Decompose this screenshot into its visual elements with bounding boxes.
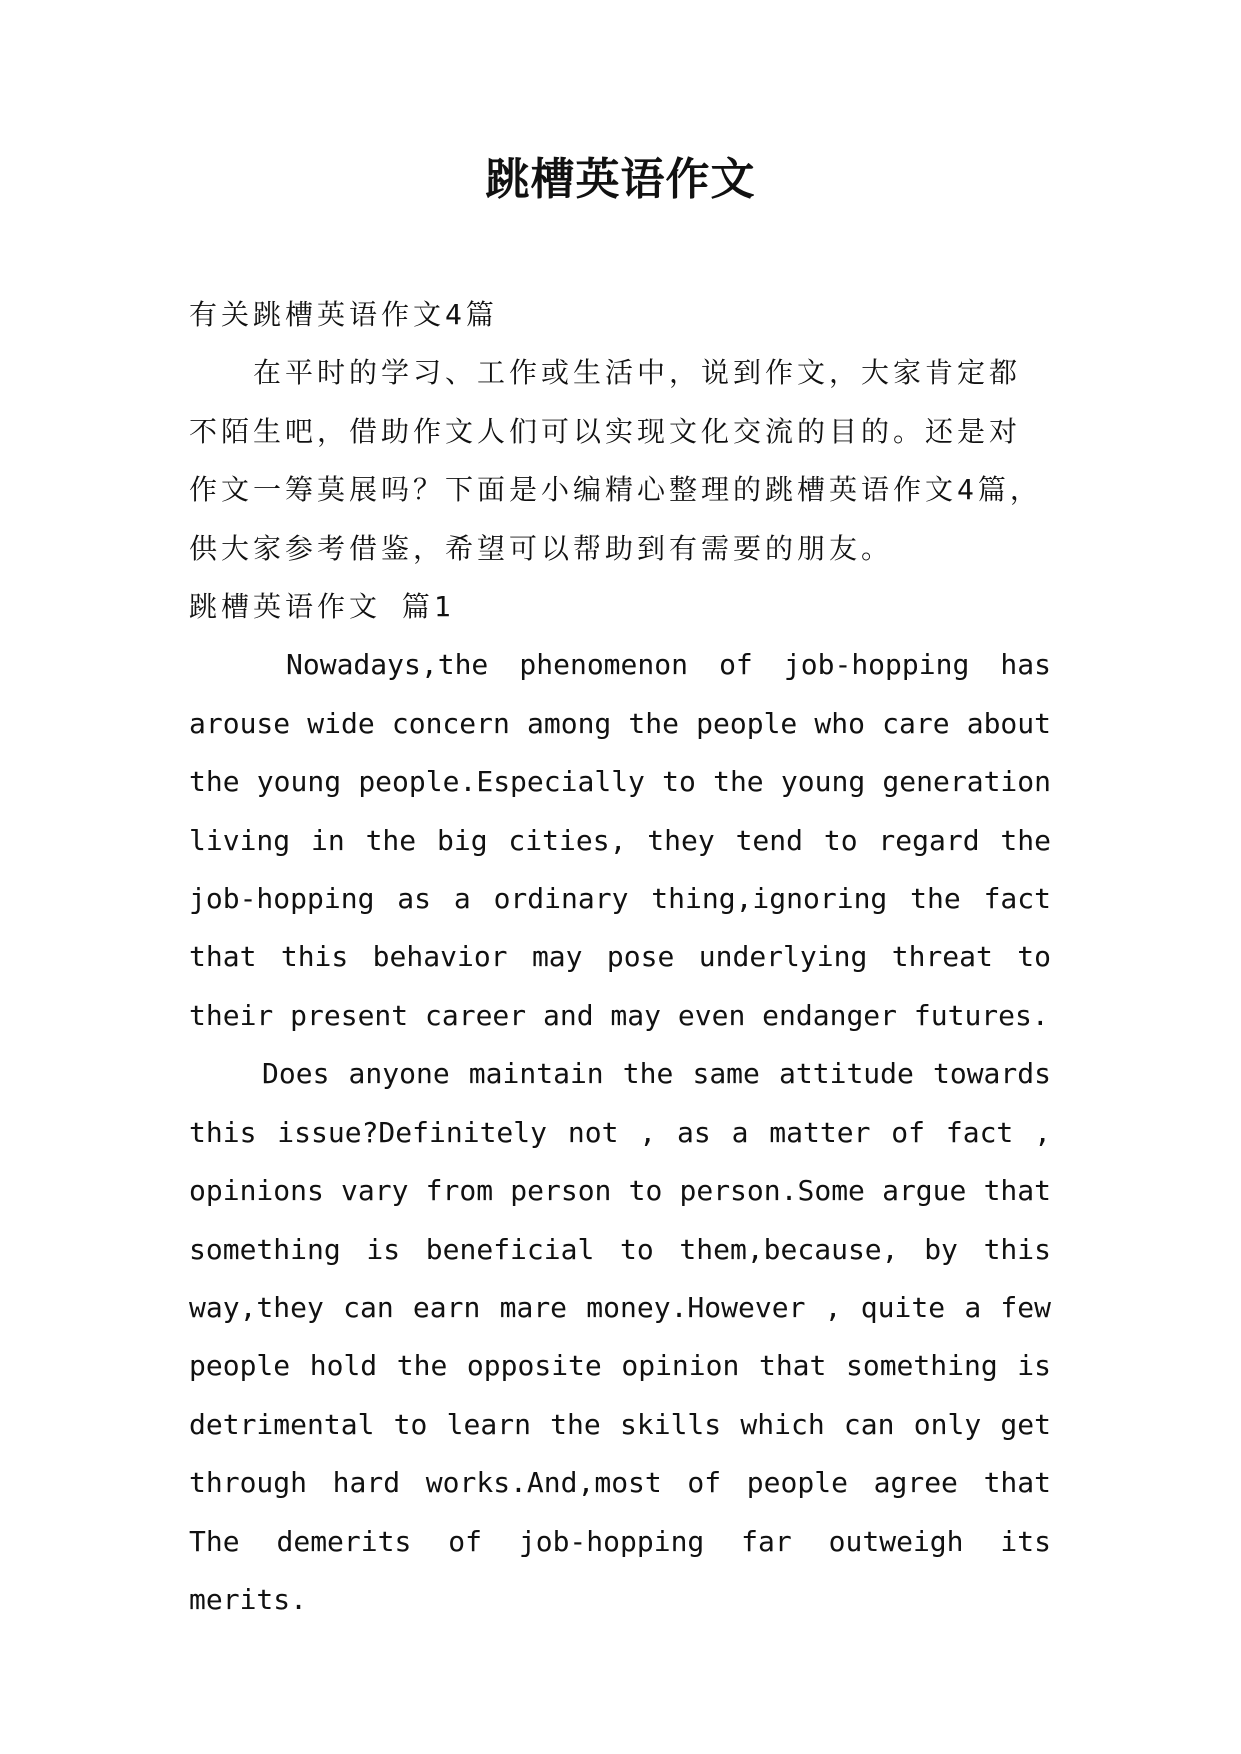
essay-paragraph: Nowadays,the phenomenon of job-hopping has arouse wide concern among the people who care about the young people.Especially to the young generation living in the big cities, they tend to regard the job-hopping as a ordinary thing,ignoring the fact that this behavior may pose underlying threat to their present career and may even endanger futures. bbox=[189, 648, 1051, 1032]
essay-paragraph: Does anyone maintain the same attitude towards this issue?Definitely not , as a matter of fact , opinions vary from person to person.Some argue that something is beneficial to them,because, by this way,they can earn mare money.However , quite a few people hold the opposite opinion that something is detrimental to learn the skills which can only get through hard works.And,most of people agree that The demerits of job-hopping far outweigh its merits. bbox=[189, 1057, 1051, 1616]
document-subtitle: 有关跳槽英语作文4篇 bbox=[189, 298, 498, 331]
section-heading: 跳槽英语作文 篇1 bbox=[189, 590, 455, 624]
document-title: 跳槽英语作文 bbox=[485, 154, 756, 205]
document-body bbox=[189, 286, 1051, 1629]
intro-paragraph: 在平时的学习、工作或生活中，说到作文，大家肯定都不陌生吧，借助作文人们可以实现文化交流的目的。还是对作文一筹莫展吗？下面是小编精心整理的跳槽英语作文4篇，供大家参考借鉴，希望可以帮助到有需要的朋友。 bbox=[189, 356, 1042, 565]
